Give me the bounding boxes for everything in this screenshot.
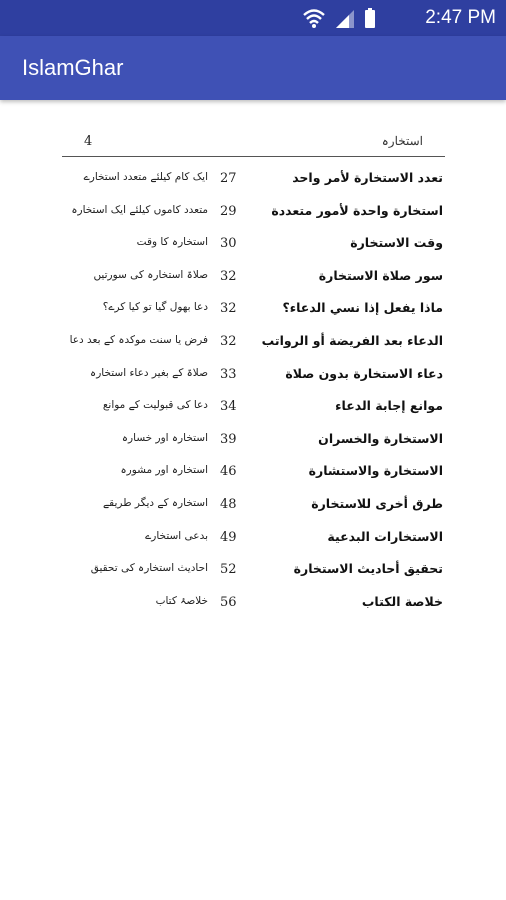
toc-row (62, 196, 445, 229)
toc-row (62, 424, 445, 457)
toc-row (62, 326, 445, 359)
toc-row (62, 587, 445, 620)
toc-row (62, 228, 445, 261)
toc-urdu-title: استخارہ کے دیگر طریقے (103, 496, 208, 509)
toc-page-number: 27 (220, 171, 237, 186)
toc-arabic-title: طرق أخرى للاستخارة (311, 495, 443, 511)
toc-page-number: 46 (220, 464, 237, 480)
toc-row (62, 391, 445, 424)
table-of-contents (62, 163, 445, 619)
toc-page-number: 49 (220, 529, 237, 545)
toc-arabic-title: الاستخارة والاستشارة (308, 463, 443, 479)
toc-row (62, 489, 445, 522)
app-title: IslamGhar (22, 55, 124, 80)
toc-arabic-title: سور صلاة الاستخارة (318, 267, 443, 283)
page-header-title: استخارہ (381, 134, 423, 148)
toc-row (62, 554, 445, 587)
toc-urdu-title: متعدد کاموں کیلئے ایک استخارہ (71, 203, 208, 216)
toc-urdu-title: ایک کام کیلئے متعدد استخارے (83, 171, 208, 183)
toc-page-number: 33 (220, 366, 237, 382)
toc-page-number: 32 (220, 268, 237, 284)
toc-urdu-title: خلاصۂ کتاب (155, 594, 208, 607)
toc-row (62, 456, 445, 489)
toc-arabic-title: تحقيق أحاديث الاستخارة (293, 561, 443, 577)
toc-arabic-title: الدعاء بعد الفريضة أو الرواتب (261, 332, 443, 348)
toc-page-number: 32 (220, 333, 237, 349)
toc-row (62, 359, 445, 392)
toc-urdu-title: استخارہ اور خسارہ (121, 431, 208, 444)
app-bar (0, 36, 506, 100)
battery-icon (364, 7, 376, 29)
toc-page-number: 39 (220, 431, 237, 447)
page-header (62, 128, 445, 157)
toc-urdu-title: دعا کی قبولیت کے موانع (102, 399, 208, 412)
toc-arabic-title: تعدد الاستخارة لأمر واحد (292, 170, 443, 185)
toc-page-number: 30 (220, 236, 237, 252)
toc-urdu-title: استخارہ اور مشورہ (120, 464, 208, 477)
toc-arabic-title: دعاء الاستخارة بدون صلاة (285, 365, 443, 381)
toc-arabic-title: ماذا يفعل إذا نسي الدعاء؟ (282, 300, 443, 316)
toc-page-number: 56 (220, 594, 237, 610)
toc-page-number: 29 (220, 203, 237, 219)
status-bar (0, 0, 506, 36)
status-icons (302, 6, 376, 30)
toc-arabic-title: الاستخارة والخسران (318, 430, 443, 446)
toc-page-number: 34 (220, 399, 237, 415)
toc-urdu-title: صلاۃ کے بغیر دعاء استخارہ (90, 366, 208, 379)
toc-urdu-title: استخارہ کا وقت (136, 236, 208, 249)
toc-arabic-title: وقت الاستخارة (350, 235, 443, 251)
page-number: 4 (84, 134, 93, 149)
toc-row (62, 522, 445, 555)
toc-arabic-title: موانع إجابة الدعاء (335, 398, 443, 414)
toc-urdu-title: فرض یا سنت موکدہ کے بعد دعا (69, 333, 208, 346)
toc-page-number: 48 (220, 496, 237, 512)
toc-arabic-title: استخارة واحدة لأمور متعددة (271, 202, 443, 218)
toc-urdu-title: صلاۃ استخارہ کی سورتیں (93, 268, 208, 281)
book-page[interactable] (62, 128, 445, 619)
toc-page-number: 52 (220, 562, 237, 578)
signal-icon (334, 7, 356, 29)
toc-row (62, 261, 445, 294)
toc-row (62, 163, 445, 196)
toc-urdu-title: دعا بھول گیا تو کیا کرے؟ (102, 301, 208, 314)
toc-urdu-title: بدعی استخارے (145, 529, 208, 542)
status-time: 2:47 PM (425, 7, 496, 28)
toc-arabic-title: خلاصة الكتاب (361, 593, 443, 609)
toc-page-number: 32 (220, 301, 237, 317)
toc-row (62, 293, 445, 326)
toc-urdu-title: احادیث استخارہ کی تحقیق (90, 562, 208, 575)
wifi-icon (302, 7, 326, 29)
toc-arabic-title: الاستخارات البدعية (327, 528, 443, 544)
